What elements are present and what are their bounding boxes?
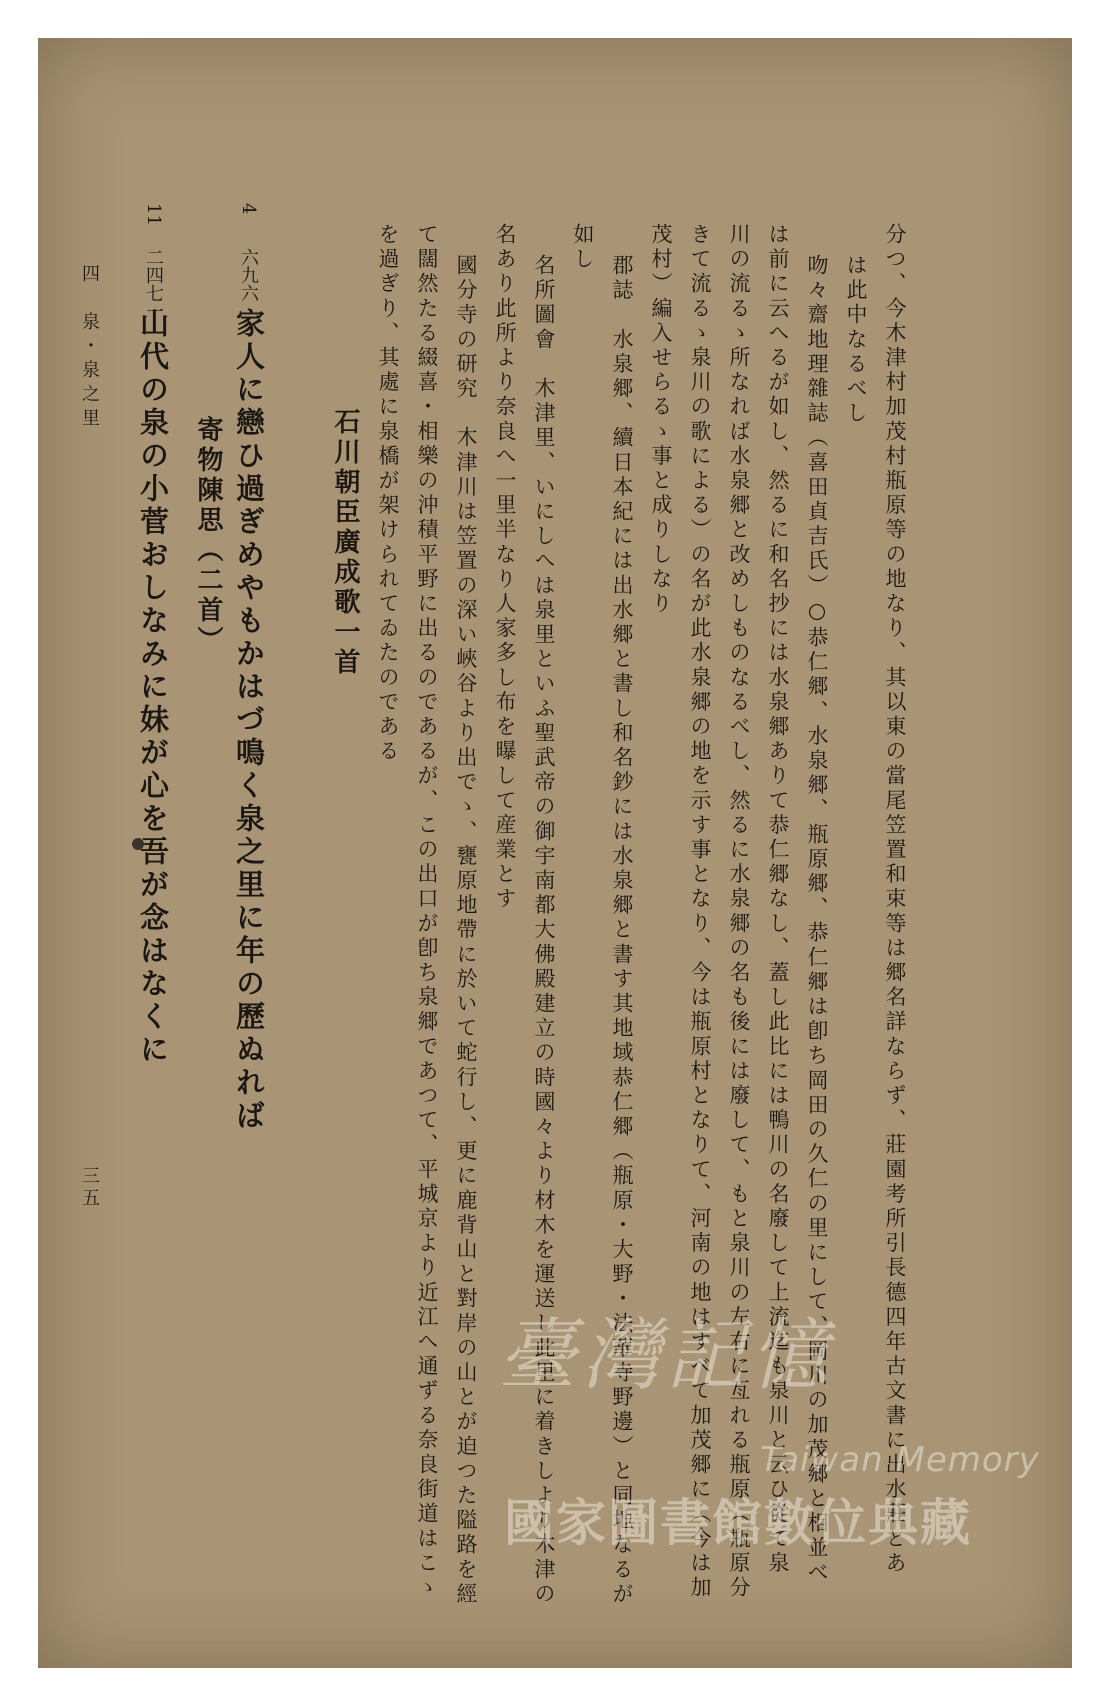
text-column-10: 名所圖會 木津里、いにしへは泉里といふ聖武帝の御宇南都大佛殿建立の時國々より材木を運送し此里に着きしより木津の [532,254,556,1607]
book-page [38,38,1072,1668]
poem-text-2: 山代の泉の小菅おしなみに妹が心を吾が念はなくに [136,308,170,1067]
poem-heading-2: 寄物陳思（二首） [193,416,223,656]
text-column-11: 名あり此所より奈良へ一里半なり人家多し布を曝して産業とす [493,223,517,912]
text-column-12: 國分寺の研究 木津川は笠置の深い峽谷より出でゝ、甕原地帶に於いて蛇行し、更に鹿背山と對岸の山とが迫つた隘路を經 [454,254,478,1607]
text-column-4: は前に云へるが如し、然るに和名抄には水泉郷ありて恭仁郷なし、蓋し此比には鴨川の名廢して上流迄も泉川と云ひ從て泉 [766,223,790,1576]
text-column-13: て闊然たる綴喜・相樂の沖積平野に出るのであるが、この出口が卽ち泉郷であつて、平城京より近江へ通ずる奈良街道はこゝ [415,223,439,1601]
text-column-2: は此中なるべし [844,254,868,427]
watermark-logo: 臺灣記憶 [498,1311,835,1401]
poem-text-1: 家人に戀ひ過ぎめやもかはづ鳴く泉之里に年の歷ぬれば [232,308,266,1133]
poem-number-1: 4 [238,203,259,215]
text-column-3: 吻々齋地理雜誌（喜田貞吉氏）○恭仁郷、水泉郷、瓶原郷、恭仁郷は卽ち岡田の久仁の里にして、岡川の加茂郷と相並べ [805,254,829,1586]
text-column-8: 郡誌 水泉郷、續日本紀には出水郷と書し和名鈔には水泉郷と書す其地域恭仁郷（瓶原・大野・法華寺野邊）と同地なるが [610,254,634,1607]
text-column-6: きて流るゝ泉川の歌による）の名が此水泉郷の地を示す事となり、今は瓶原村となりて、河南の地はすべて加茂郷に（今は加 [688,223,712,1601]
text-column-5: 川の流るゝ所なれば水泉郷と改めしものなるべし、然るに水泉郷の名も後には廢して、もと泉川の左右に亙れる瓶原（瓶原分 [727,223,751,1601]
poem-heading-1: 石川朝臣廣成歌一首 [330,408,360,678]
page-number: 三五 [79,1166,100,1210]
poem-index-1: 六九六 [238,248,259,302]
text-column-1: 分つ、今木津村加茂村瓶原等の地なり、其以東の當尾笠置和束等は郷名詳ならず、莊園考所引長德四年古文書に出水莊とあ [883,223,907,1576]
poem-index-2: 二四七一 [143,248,164,320]
text-column-7: 茂村）編入せらるゝ事と成りしなり [649,223,673,617]
poem-number-2: 11 [143,203,164,226]
watermark-english: Taiwan Memory [760,1440,1040,1480]
running-header: 四 泉・泉之里 [79,264,100,432]
text-column-9: 如し [571,223,595,273]
text-column-14: を過ぎり、其處に泉橋が架けられてゐたのである [376,223,400,765]
watermark-subtitle: 國家圖書館數位典藏 [504,1494,972,1552]
